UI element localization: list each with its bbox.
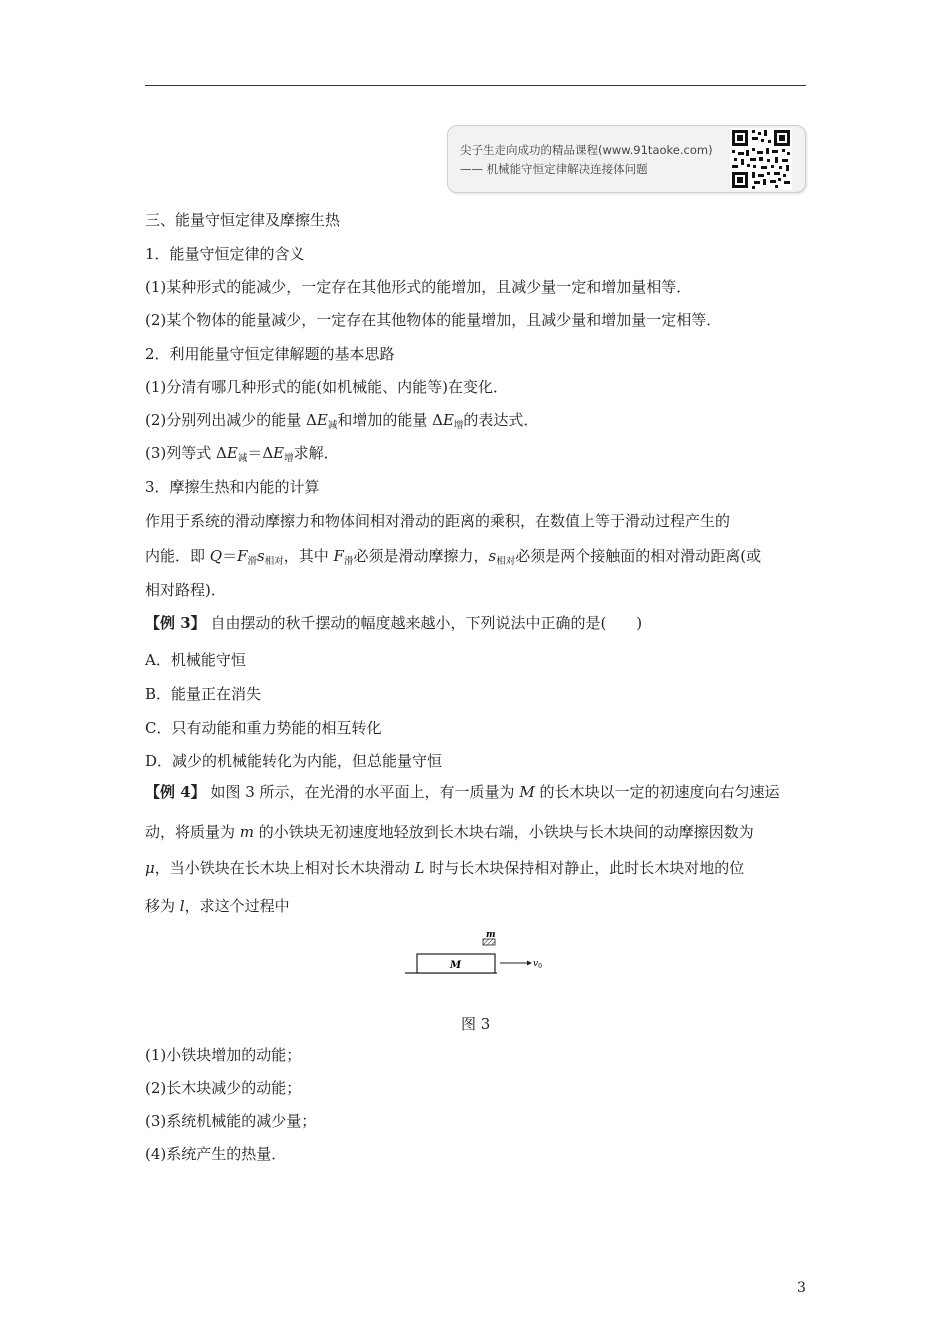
question-4: (4)系统产生的热量． [145, 1145, 287, 1163]
text: 的小铁块无初速度地轻放到长木块右端，小铁块与长木块间的动摩擦因数为 [254, 823, 754, 841]
subscript: 增 [284, 453, 294, 464]
subscript: 相对 [496, 556, 516, 567]
symbol-L: L [414, 859, 425, 877]
text: 必须是两个接触面的相对滑动距离(或 [515, 547, 762, 565]
symbol-E: E [273, 444, 285, 462]
symbol-E: E [226, 444, 238, 462]
text: ＝ [222, 547, 238, 565]
example4-line1 [145, 782, 779, 802]
text: 的长木块以一定的初速度向右匀速运 [534, 783, 780, 801]
example3-option-a: A．机械能守恒 [145, 651, 246, 669]
item1-p2: (2)某个物体的能量减少，一定存在其他物体的能量增加，且减少量和增加量一定相等． [145, 311, 722, 329]
course-banner[interactable] [447, 125, 806, 193]
item3-line3: 相对路程)． [145, 581, 226, 599]
banner-line-1: 尖子生走向成功的精品课程(www.91taoke.com) [460, 143, 713, 157]
symbol-s: s [488, 547, 497, 565]
text: 动，将质量为 [145, 823, 240, 841]
text: 移为 [145, 897, 180, 915]
text: 内能．即 [145, 547, 210, 565]
question-2: (2)长木块减少的动能； [145, 1079, 302, 1097]
arrow-head-icon [527, 961, 532, 966]
example3-label: 【例 3】 [145, 614, 206, 632]
symbol-s: s [257, 547, 265, 565]
example4-line2 [145, 822, 754, 842]
example4-line3 [145, 858, 744, 878]
example3-option-c: C．只有动能和重力势能的相互转化 [145, 719, 382, 737]
item1-heading: 1．能量守恒定律的含义 [145, 245, 305, 263]
text: 必须是滑动摩擦力， [353, 547, 489, 565]
symbol-E: E [442, 411, 454, 429]
item3-heading: 3．摩擦生热和内能的计算 [145, 478, 320, 496]
subscript: 相对 [264, 556, 284, 567]
figure-caption: 图 3 [461, 1015, 491, 1033]
subscript: 减 [237, 453, 248, 464]
item2-p1: (1)分清有哪几种形式的能(如机械能、内能等)在变化． [145, 378, 508, 396]
text: ＝Δ [247, 444, 274, 462]
item3-line2 [145, 546, 761, 572]
example3-option-d: D．减少的机械能转化为内能，但总能量守恒 [145, 752, 443, 770]
example3-stem [145, 613, 642, 633]
text: 时与长木块保持相对静止，此时长木块对地的位 [424, 859, 745, 877]
symbol-mu: μ [145, 859, 155, 877]
figure-3-diagram [405, 925, 545, 977]
velocity-label: $v_0$ [533, 959, 542, 970]
item2-p3 [145, 443, 339, 469]
subscript: 减 [327, 420, 338, 431]
text: (2)分别列出减少的能量 Δ [145, 411, 317, 429]
text: 如图 3 所示，在光滑的水平面上，有一质量为 [210, 783, 520, 801]
example3-option-b: B．能量正在消失 [145, 685, 262, 703]
banner-line-2: —— 机械能守恒定律解决连接体问题 [460, 162, 648, 176]
symbol-m: m [239, 823, 255, 841]
text: ，其中 [283, 547, 334, 565]
long-block-label: M [450, 960, 462, 971]
text: 求解． [293, 444, 339, 462]
item3-line1: 作用于系统的滑动摩擦力和物体间相对滑动的距离的乘积，在数值上等于滑动过程产生的 [145, 512, 731, 530]
text: 的表达式． [463, 411, 539, 429]
symbol-M: M [519, 783, 535, 801]
symbol-Q: Q [209, 547, 223, 565]
subscript: 滑 [343, 556, 354, 567]
symbol-F: F [333, 547, 344, 565]
subscript: 增 [453, 420, 464, 431]
qr-code-icon[interactable] [730, 128, 792, 190]
text: (3)列等式 Δ [145, 444, 227, 462]
header-rule [145, 85, 806, 86]
example4-line4 [145, 896, 290, 916]
example4-label: 【例 4】 [145, 783, 206, 801]
example3-question: 自由摆动的秋千摆动的幅度越来越小，下列说法中正确的是( ) [210, 614, 643, 632]
item2-p2 [145, 410, 538, 436]
page-number: 3 [797, 1280, 806, 1296]
item1-p1: (1)某种形式的能减少，一定存在其他形式的能增加，且减少量一定和增加量相等． [145, 278, 692, 296]
symbol-l: l [179, 897, 185, 915]
section-title: 三、能量守恒定律及摩擦生热 [145, 211, 341, 229]
question-3: (3)系统机械能的减少量； [145, 1112, 317, 1130]
symbol-F: F [237, 547, 248, 565]
text: ，求这个过程中 [184, 897, 290, 915]
small-block-label: m [486, 930, 496, 940]
question-1: (1)小铁块增加的动能； [145, 1046, 302, 1064]
subscript: 滑 [247, 556, 258, 567]
text: ，当小铁块在长木块上相对长木块滑动 [154, 859, 415, 877]
item2-heading: 2．利用能量守恒定律解题的基本思路 [145, 345, 395, 363]
text: 和增加的能量 Δ [337, 411, 443, 429]
symbol-E: E [316, 411, 328, 429]
